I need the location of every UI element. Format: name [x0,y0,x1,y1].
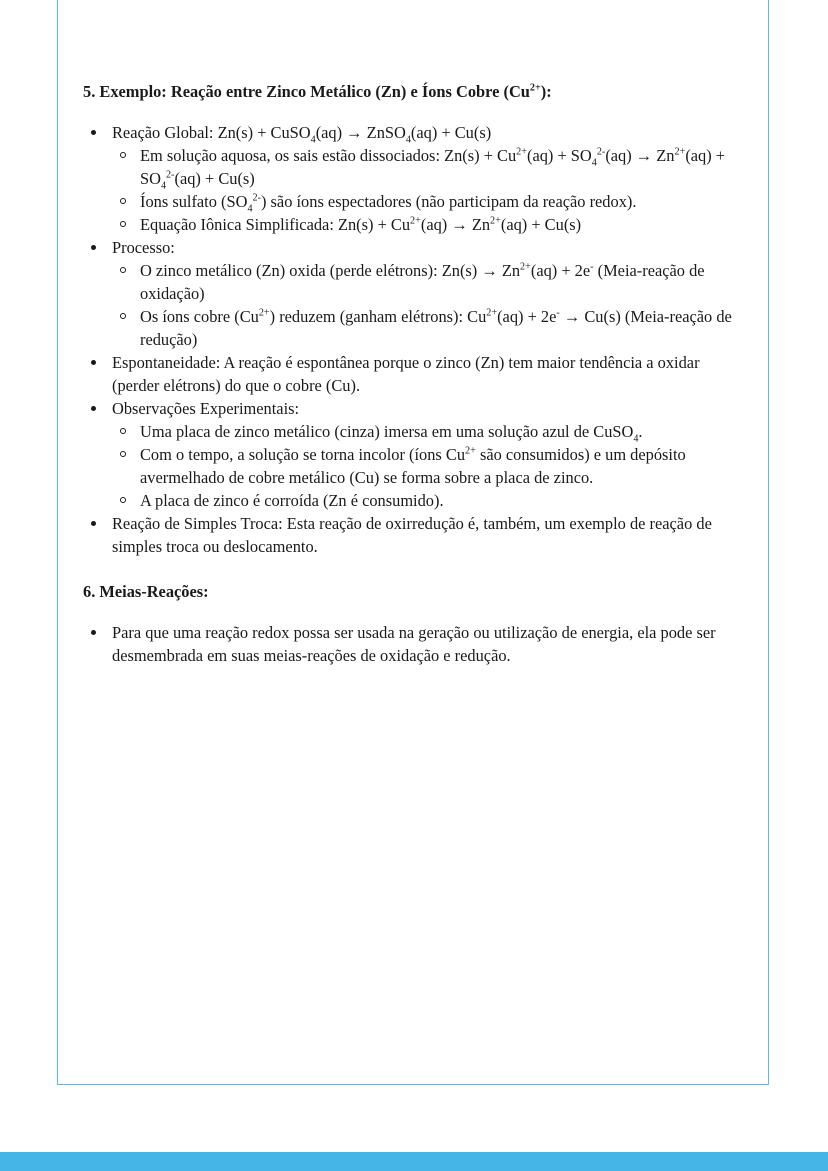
spontaneity-item: Espontaneidade: A reação é espontânea porque o zinco (Zn) tem maior tendência a oxidar (perder elétrons) do que o cobre (Cu). [83,351,748,397]
simple-exchange-item: Reação de Simples Troca: Esta reação de oxirredução é, também, um exemplo de reação de simples troca ou deslocamento. [83,512,748,558]
plate-corroded-item: A placa de zinco é corroída (Zn é consumido). [112,489,748,512]
dissociation-item: Em solução aquosa, os sais estão dissociados: $Zn(s) + Cu^{2+}(aq) + SO_4^{2-}(aq) \to Zn^{2+}(aq) + SO_4^{2-}(aq) + Cu(s)$ [112,144,748,190]
over-time-item: Com o tempo, a solução se torna incolor (íons $Cu^{2+}$ são consumidos) e um depósito avermelhado de cobre metálico (Cu) se forma sobre a placa de zinco. [112,443,748,489]
half-reactions-item: Para que uma reação redox possa ser usada na geração ou utilização de energia, ela pode ser desmembrada em suas meias-reações de oxidação e redução. [83,621,748,667]
global-reaction-sublist [112,144,748,236]
zinc-plate-item: Uma placa de zinco metálico (cinza) imersa em uma solução azul de CuSO$_4$. [112,420,748,443]
oxidation-item: O zinco metálico (Zn) oxida (perde elétrons): $Zn(s) \to Zn^{2+}(aq) + 2e^-$ (Meia-reação de oxidação) [112,259,748,305]
observations-item: Observações Experimentais: Uma placa de zinco metálico (cinza) imersa em uma solução azul de CuSO$_4$. Com o tempo, a solução se torna incolor (íons $Cu^{2+}$ são consumidos) e um depósito avermelhado de cobre metálico (Cu) se forma sobre a placa de zinco. A placa de zinco é corroída (Zn é consumido). [83,397,748,512]
global-reaction-item: Reação Global: Zn(s) + CuSO$_4$(aq) → ZnSO$_4$(aq) + Cu(s) Em solução aquosa, os sais estão dissociados: $Zn(s) + Cu^{2+}(aq) + SO_4^{2-}(aq) \to Zn^{2+}(aq) + SO_4^{2-}(aq) + Cu(s)$ Íons sulfato $(SO_4^{2-})$ são íons espectadores (não participam da reação redox). Equação Iônica Simplificada: $Zn(s) + Cu^{2+}(aq) \to Zn^{2+}(aq) + Cu(s)$ [83,121,748,236]
section-6-heading: 6. Meias-Reações: [83,582,209,601]
document-body [83,80,748,667]
reduction-item: Os íons cobre $(Cu^{2+})$ reduzem (ganham elétrons): $Cu^{2+}(aq) + 2e^- \to Cu(s)$ (Meia-reação de redução) [112,305,748,351]
section-5-heading: 5. Exemplo: Reação entre Zinco Metálico (Zn) e Íons Cobre $(Cu^{2+})$: [83,82,552,101]
process-item: Processo: O zinco metálico (Zn) oxida (perde elétrons): $Zn(s) \to Zn^{2+}(aq) + 2e^-$ (Meia-reação de oxidação) Os íons cobre $(Cu^{2+})$ reduzem (ganham elétrons): $Cu^{2+}(aq) + 2e^- \to Cu(s)$ (Meia-reação de redução) [83,236,748,351]
section-6-list [83,621,748,667]
ionic-equation-item: Equação Iônica Simplificada: $Zn(s) + Cu^{2+}(aq) \to Zn^{2+}(aq) + Cu(s)$ [112,213,748,236]
process-sublist [112,259,748,351]
observations-sublist [112,420,748,512]
section-5-list [83,121,748,558]
spectator-ions-item: Íons sulfato $(SO_4^{2-})$ são íons espectadores (não participam da reação redox). [112,190,748,213]
bottom-accent-bar [0,1152,828,1171]
